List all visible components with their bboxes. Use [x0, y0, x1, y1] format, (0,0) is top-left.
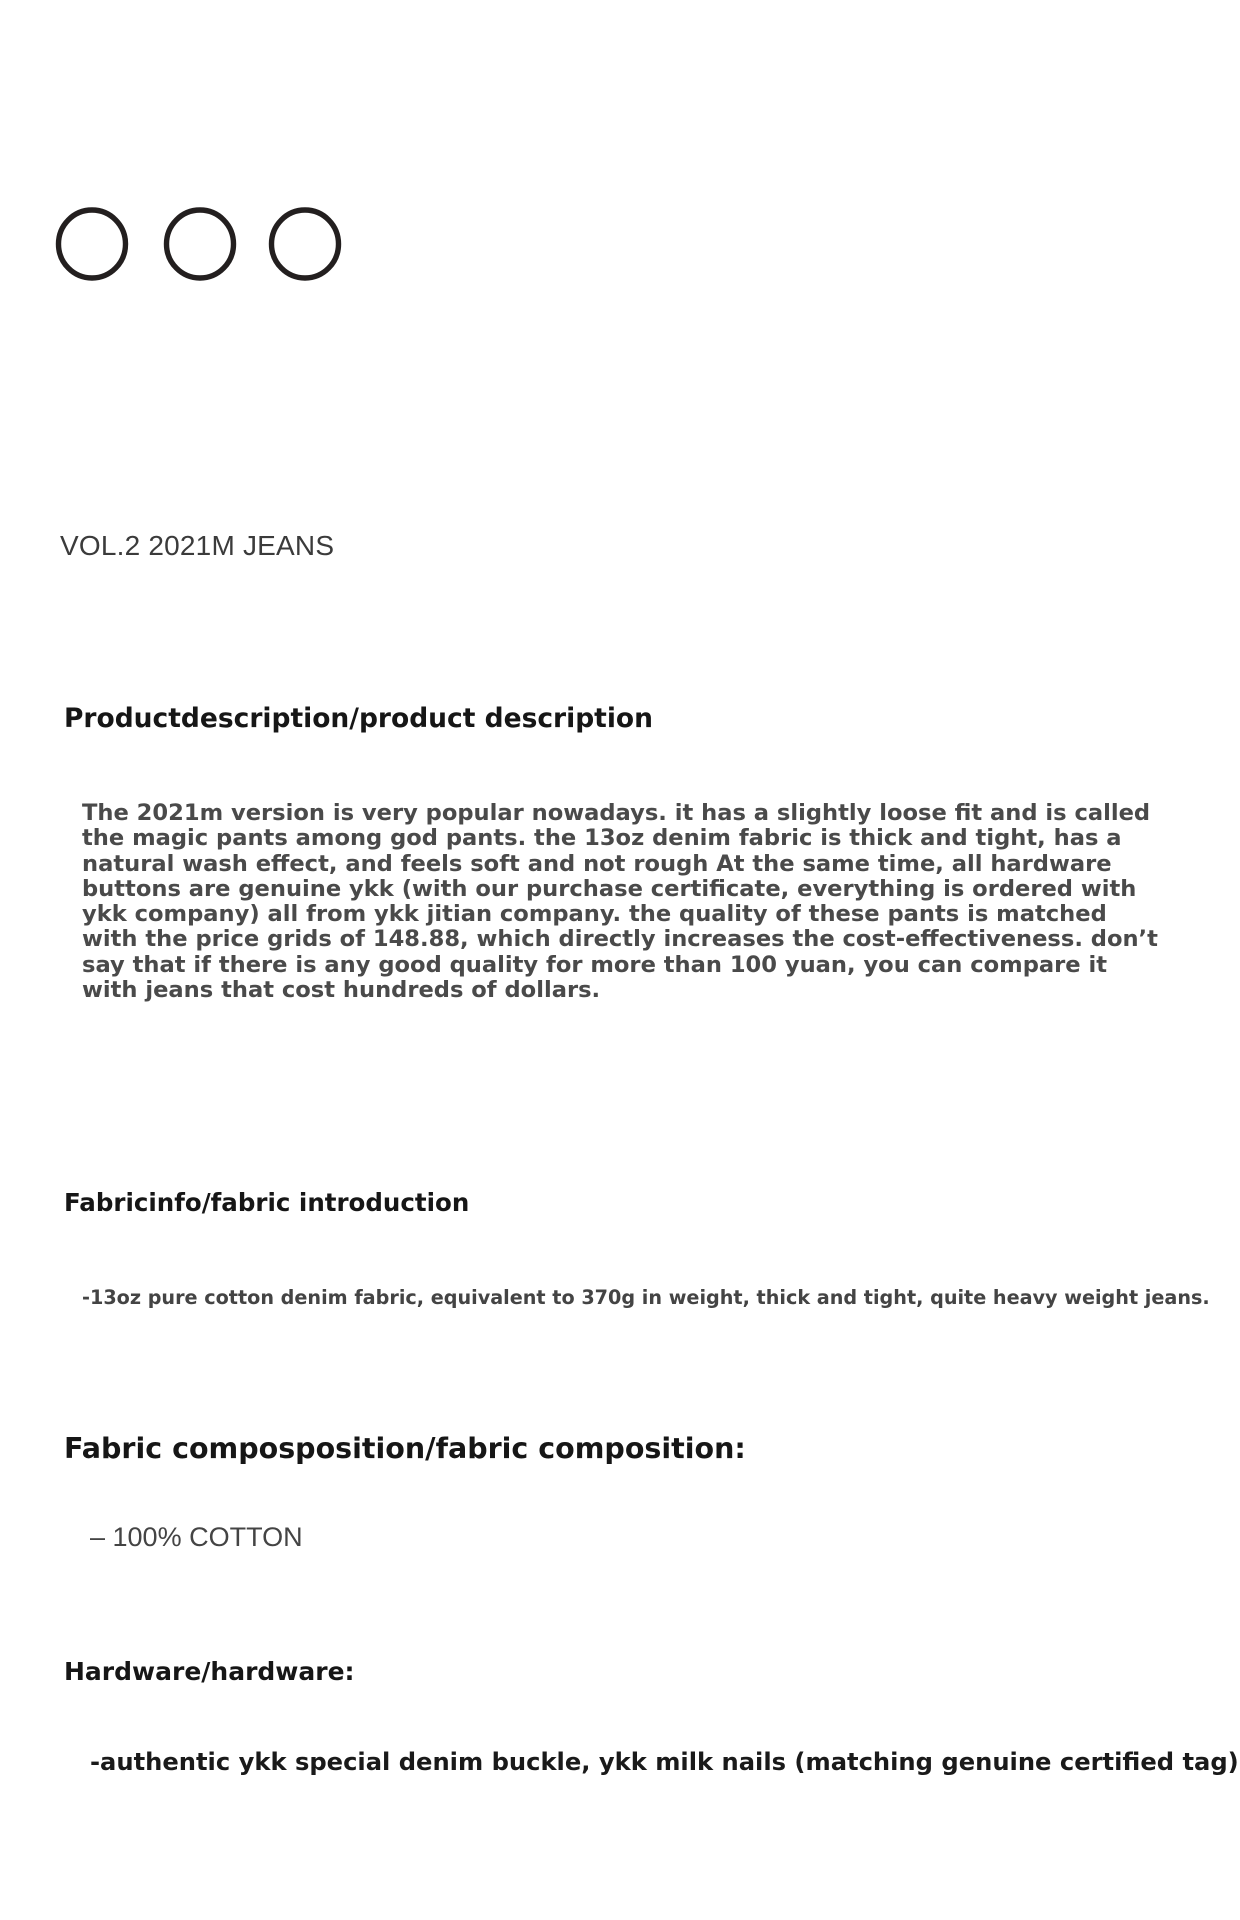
- hardware-heading: Hardware/hardware:: [64, 1657, 355, 1686]
- fabric-composition-heading: Fabric composposition/fabric composition:: [64, 1432, 746, 1465]
- brand-logo: [52, 190, 362, 300]
- product-description-heading: Productdescription/product description: [64, 703, 654, 734]
- product-description-text: The 2021m version is very popular nowadays. it has a slightly loose fit and is called the magic pants among god pants. the 13oz denim fabric is thick and tight, has a natural wash effect, and feels soft and not rough At the same time, all hardware buttons are genuine ykk (with our purchase certificate, everything is ordered with ykk company) all from ykk jitian company. the quality of these pants is matched with the price grids of 148.88, which directly increases the cost-effectiveness. don’t say that if there is any good quality for more than 100 yuan, you can compare it with jeans that cost hundreds of dollars.: [82, 800, 1158, 1004]
- fabric-info-heading: Fabricinfo/fabric introduction: [64, 1188, 470, 1217]
- logo-circle-1: [59, 210, 126, 278]
- hardware-text: -authentic ykk special denim buckle, ykk milk nails (matching genuine certified tag): [90, 1748, 1239, 1776]
- fabric-composition-text: – 100% COTTON: [90, 1522, 303, 1552]
- logo-circle-2: [167, 210, 234, 278]
- logo-circle-3: [272, 210, 339, 278]
- fabric-info-text: -13oz pure cotton denim fabric, equivalent to 370g in weight, thick and tight, quite heavy weight jeans.: [82, 1286, 1210, 1309]
- collection-subtitle: VOL.2 2021M JEANS: [60, 530, 335, 561]
- logo-circles: [52, 190, 362, 300]
